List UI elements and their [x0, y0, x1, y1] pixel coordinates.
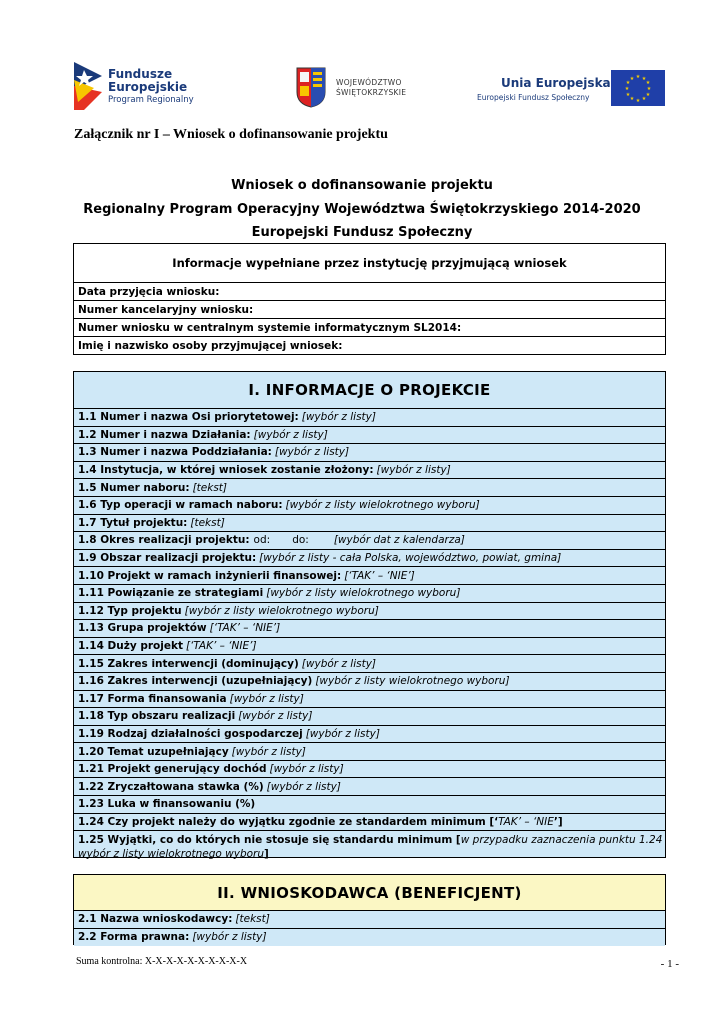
- row-hint: [tekst]: [192, 481, 228, 494]
- row-label: 1.15 Zakres interwencji (dominujący): [78, 657, 299, 670]
- row-tail: ]: [264, 848, 269, 861]
- fundusze-europejskie-mark-icon: [74, 62, 102, 110]
- date-from-label: od:: [253, 534, 271, 547]
- row-hint: [wybór z listy]: [376, 464, 451, 477]
- row-hint: w przypadku zaznaczenia punktu 1.24 wybór z listy wielokrotnego wyboru: [78, 834, 663, 861]
- info-row[interactable]: [74, 283, 665, 301]
- row-label: 1.3 Numer i nazwa Poddziałania:: [78, 446, 272, 459]
- title-line1: Wniosek o dofinansowanie projektu: [231, 178, 493, 193]
- row-label: 1.21 Projekt generujący dochód: [78, 763, 267, 776]
- document-title: [60, 174, 664, 245]
- fe-line3: Program Regionalny: [108, 95, 194, 105]
- row-hint: [wybór z listy]: [253, 428, 328, 441]
- svg-text:★: ★: [625, 92, 631, 98]
- fe-line1: Fundusze: [108, 67, 173, 81]
- ws-line2: ŚWIĘTOKRZYSKIE: [336, 88, 407, 97]
- title-line3: Europejski Fundusz Społeczny: [251, 225, 473, 240]
- row-label: 1.11 Powiązanie ze strategiami: [78, 587, 264, 600]
- form-row[interactable]: [74, 831, 665, 865]
- row-label: 1.23 Luka w finansowaniu (%): [78, 798, 256, 811]
- section2-header: II. WNIOSKODAWCA (BENEFICJENT): [74, 875, 665, 911]
- row-hint: [‘TAK’ – ‘NIE’]: [344, 569, 415, 582]
- row-label: 1.8 Okres realizacji projektu:: [78, 534, 250, 547]
- row-label: 1.16 Zakres interwencji (uzupełniający): [78, 675, 313, 688]
- svg-text:★: ★: [635, 74, 641, 80]
- form-row[interactable]: [74, 462, 665, 480]
- title-line2: Regionalny Program Operacyjny Województwa Świętokrzyskiego 2014-2020: [83, 201, 641, 217]
- ue-title: Unia Europejska: [501, 76, 611, 90]
- row-hint: [wybór z listy wielokrotnego wyboru]: [266, 587, 461, 600]
- form-row[interactable]: [74, 911, 665, 929]
- header-logos: [0, 58, 724, 118]
- form-row[interactable]: [74, 796, 665, 814]
- svg-text:★: ★: [645, 92, 651, 98]
- info-row[interactable]: [74, 337, 665, 355]
- svg-text:★: ★: [624, 86, 630, 92]
- section-applicant: [73, 874, 666, 945]
- form-row[interactable]: [74, 691, 665, 709]
- row-label: 1.22 Zryczałtowana stawka (%): [78, 780, 264, 793]
- wojewodztwo-logo: [296, 66, 436, 108]
- row-hint: [wybór z listy]: [192, 931, 267, 944]
- row-label: 1.5 Numer naboru:: [78, 481, 190, 494]
- form-row-dates[interactable]: [74, 532, 665, 550]
- form-row[interactable]: [74, 778, 665, 796]
- row-label: 1.25 Wyjątki, co do których nie stosuje się standardu minimum [: [78, 834, 461, 847]
- row-hint: [wybór z listy]: [305, 727, 380, 740]
- info-label: Numer kancelaryjny wniosku:: [78, 303, 254, 316]
- info-label: Imię i nazwisko osoby przyjmującej wniosek:: [78, 340, 343, 352]
- row-hint: [wybór dat z kalendarza]: [333, 534, 465, 547]
- info-label: Numer wniosku w centralnym systemie informatycznym SL2014:: [78, 321, 462, 334]
- row-label: 1.13 Grupa projektów: [78, 622, 207, 635]
- institution-info-box: [73, 243, 666, 355]
- eu-flag-icon: [611, 70, 665, 106]
- row-hint: TAK’ – ‘NIE: [498, 815, 554, 828]
- row-label: 2.1 Nazwa wnioskodawcy:: [78, 913, 233, 926]
- row-hint: [wybór z listy]: [231, 745, 306, 758]
- row-label: 1.24 Czy projekt należy do wyjątku zgodnie ze standardem minimum [‘: [78, 815, 499, 828]
- info-row[interactable]: [74, 301, 665, 319]
- row-hint: [wybór z listy wielokrotnego wyboru]: [315, 675, 510, 688]
- unia-europejska-logo: [477, 74, 677, 114]
- svg-text:★: ★: [629, 96, 635, 102]
- section-project-info: [73, 371, 666, 861]
- row-label: 1.17 Forma finansowania: [78, 692, 227, 705]
- row-hint: [wybór z listy wielokrotnego wyboru]: [285, 499, 480, 512]
- form-row[interactable]: [74, 427, 665, 445]
- row-label: 2.2 Forma prawna:: [78, 931, 190, 944]
- svg-text:★: ★: [645, 80, 651, 86]
- info-header: Informacje wypełniane przez instytucję przyjmującą wniosek: [74, 244, 665, 283]
- form-row[interactable]: [74, 708, 665, 726]
- row-label: 1.7 Tytuł projektu:: [78, 516, 188, 529]
- row-hint: [wybór z listy]: [269, 763, 344, 776]
- row-hint: [wybór z listy]: [266, 780, 341, 793]
- form-row[interactable]: [74, 743, 665, 761]
- row-label: 1.14 Duży projekt: [78, 640, 183, 653]
- form-row[interactable]: [74, 929, 665, 947]
- svg-text:★: ★: [625, 80, 631, 86]
- form-row[interactable]: [74, 479, 665, 497]
- row-hint: [wybór z listy]: [301, 657, 377, 670]
- svg-text:★: ★: [641, 96, 647, 102]
- date-to-label: do:: [292, 534, 309, 547]
- row-hint: [‘TAK’ – ‘NIE’]: [209, 622, 281, 635]
- row-hint: [wybór z listy]: [229, 692, 304, 705]
- svg-text:★: ★: [646, 86, 652, 92]
- row-label: 1.9 Obszar realizacji projektu:: [78, 552, 257, 565]
- form-row[interactable]: [74, 655, 665, 673]
- form-row[interactable]: [74, 726, 665, 744]
- form-row[interactable]: [74, 567, 665, 585]
- svg-text:★: ★: [641, 76, 647, 82]
- ws-line1: WOJEWÓDZTWO: [336, 78, 402, 87]
- info-row[interactable]: [74, 319, 665, 337]
- info-label: Data przyjęcia wniosku:: [78, 285, 220, 298]
- form-row[interactable]: [74, 620, 665, 638]
- row-label: 1.1 Numer i nazwa Osi priorytetowej:: [78, 411, 299, 424]
- row-tail: ’]: [553, 815, 563, 828]
- fe-line2: Europejskie: [108, 80, 188, 94]
- form-row[interactable]: [74, 515, 665, 533]
- row-label: 1.18 Typ obszaru realizacji: [78, 710, 236, 723]
- form-row[interactable]: [74, 814, 665, 832]
- crest-icon: [296, 66, 326, 108]
- row-label: 1.20 Temat uzupełniający: [78, 745, 229, 758]
- ue-subtitle: Europejski Fundusz Społeczny: [477, 93, 590, 102]
- row-hint: [wybór z listy - cała Polska, województwo, powiat, gmina]: [259, 552, 562, 565]
- fundusze-europejskie-logo: [74, 62, 214, 114]
- row-hint: [‘TAK’ – ‘NIE’]: [186, 640, 257, 653]
- form-row[interactable]: [74, 673, 665, 691]
- form-row[interactable]: [74, 638, 665, 656]
- section1-header: I. INFORMACJE O PROJEKCIE: [74, 372, 665, 409]
- form-row[interactable]: [74, 409, 665, 427]
- row-label: 1.12 Typ projektu: [78, 604, 182, 617]
- row-hint: [wybór z listy]: [274, 446, 350, 459]
- form-row[interactable]: [74, 550, 665, 568]
- annex-title: Załącznik nr I – Wniosek o dofinansowanie projektu: [74, 127, 388, 142]
- form-row[interactable]: [74, 585, 665, 603]
- row-label: 1.2 Numer i nazwa Działania:: [78, 428, 251, 441]
- page-number: - 1 -: [660, 958, 679, 970]
- row-hint: [wybór z listy]: [238, 710, 313, 723]
- svg-text:★: ★: [635, 98, 641, 104]
- row-label: 1.10 Projekt w ramach inżynierii finansowej:: [78, 569, 342, 582]
- row-hint: [tekst]: [190, 516, 225, 529]
- form-row[interactable]: [74, 497, 665, 515]
- svg-text:★: ★: [629, 76, 635, 82]
- row-label: 1.6 Typ operacji w ramach naboru:: [78, 499, 283, 512]
- row-hint: [wybór z listy]: [301, 411, 376, 424]
- form-row[interactable]: [74, 444, 665, 462]
- row-hint: [tekst]: [235, 913, 270, 926]
- row-label: 1.19 Rodzaj działalności gospodarczej: [78, 727, 303, 740]
- form-row[interactable]: [74, 603, 665, 621]
- row-label: 1.4 Instytucja, w której wniosek zostanie złożony:: [78, 464, 374, 477]
- form-row[interactable]: [74, 761, 665, 779]
- checksum: Suma kontrolna: X-X-X-X-X-X-X-X-X-X: [76, 956, 248, 967]
- row-hint: [wybór z listy wielokrotnego wyboru]: [184, 604, 379, 617]
